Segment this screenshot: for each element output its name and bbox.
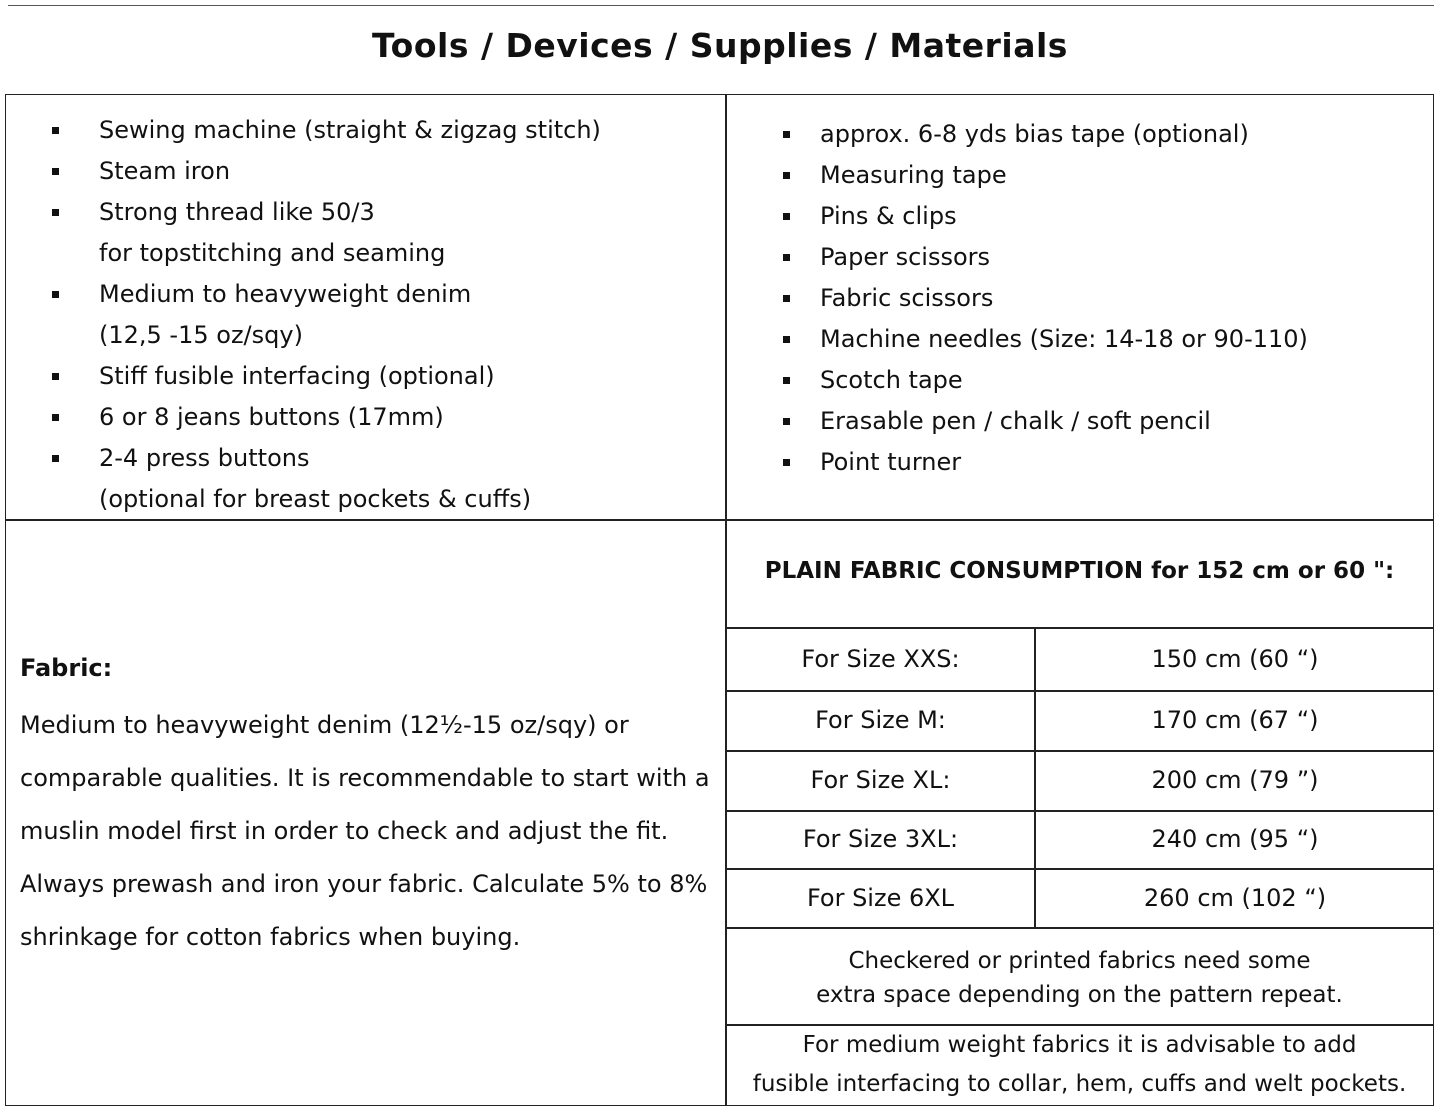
bullet-icon: [783, 295, 790, 302]
list-item: [52, 151, 712, 192]
note-line: Checkered or printed fabrics need some: [848, 948, 1311, 974]
bullet-icon: [52, 455, 59, 462]
page-title: Tools / Devices / Supplies / Materials: [372, 26, 1068, 65]
list-item-text: for topstitching and seaming: [99, 239, 446, 267]
size-amount: 260 cm (102 “): [1143, 884, 1327, 912]
list-item: [783, 360, 1423, 401]
size-label: For Size 3XL:: [802, 825, 959, 853]
list-item-text: (12,5 -15 oz/sqy): [99, 321, 303, 349]
note-line: extra space depending on the pattern repeat.: [816, 982, 1343, 1008]
list-item: [52, 397, 712, 438]
list-item: [52, 356, 712, 397]
size-amount: 240 cm (95 “): [1151, 825, 1319, 853]
size-label: For Size M:: [815, 706, 946, 734]
tools-list-right: [783, 114, 1423, 483]
fabric-line: Medium to heavyweight denim (12½-15 oz/sqy) or: [20, 711, 629, 739]
bullet-icon: [783, 377, 790, 384]
size-label: For Size 6XL: [806, 884, 955, 912]
consumption-header-divider: [725, 627, 1434, 629]
list-item-text: Steam iron: [99, 157, 231, 185]
list-item: [783, 401, 1423, 442]
bullet-icon: [52, 209, 59, 216]
list-item: [783, 114, 1423, 155]
list-item: [783, 196, 1423, 237]
consumption-row-divider: [725, 810, 1434, 812]
consumption-row-divider: [725, 750, 1434, 752]
list-item-text: Paper scissors: [820, 243, 991, 271]
list-item-text: Fabric scissors: [820, 284, 994, 312]
bullet-icon: [52, 168, 59, 175]
bullet-icon: [783, 254, 790, 261]
list-item-text: 2-4 press buttons: [99, 444, 310, 472]
tools-list-left: [52, 110, 712, 520]
list-item-text: Strong thread like 50/3: [99, 198, 375, 226]
list-item: [783, 155, 1423, 196]
bullet-icon: [783, 336, 790, 343]
size-label: For Size XXS:: [801, 645, 960, 673]
list-item-text: Stiff fusible interfacing (optional): [99, 362, 495, 390]
bullet-icon: [52, 414, 59, 421]
bullet-icon: [52, 373, 59, 380]
list-item-text: Pins & clips: [820, 202, 957, 230]
size-amount: 170 cm (67 “): [1151, 706, 1319, 734]
fabric-line: shrinkage for cotton fabrics when buying.: [20, 923, 521, 951]
fabric-line: Always prewash and iron your fabric. Calculate 5% to 8%: [20, 870, 708, 898]
fabric-heading: Fabric:: [20, 654, 113, 682]
bullet-icon: [783, 172, 790, 179]
fabric-line: muslin model first in order to check and adjust the fit.: [20, 817, 669, 845]
list-item-text: Sewing machine (straight & zigzag stitch): [99, 116, 601, 144]
bullet-icon: [783, 213, 790, 220]
consumption-title: PLAIN FABRIC CONSUMPTION for 152 cm or 60 ":: [764, 558, 1395, 584]
list-item: [783, 278, 1423, 319]
consumption-row-divider: [725, 927, 1434, 929]
list-item-text: (optional for breast pockets & cuffs): [99, 485, 532, 513]
list-item-text: Medium to heavyweight denim: [99, 280, 472, 308]
size-amount: 200 cm (79 ”): [1151, 766, 1319, 794]
bullet-icon: [52, 291, 59, 298]
list-item-text: Measuring tape: [820, 161, 1007, 189]
list-item: [783, 237, 1423, 278]
list-item: [52, 438, 712, 520]
list-item-text: Scotch tape: [820, 366, 963, 394]
consumption-row-divider: [725, 868, 1434, 870]
list-item-text: 6 or 8 jeans buttons (17mm): [99, 403, 444, 431]
note-line: For medium weight fabrics it is advisable to add: [802, 1032, 1357, 1058]
interfacing-note: [727, 1026, 1432, 1104]
consumption-row-divider: [725, 690, 1434, 692]
bullet-icon: [783, 459, 790, 466]
size-amount: 150 cm (60 “): [1151, 645, 1319, 673]
bullet-icon: [783, 131, 790, 138]
list-item-text: Machine needles (Size: 14-18 or 90-110): [820, 325, 1308, 353]
list-item-text: approx. 6-8 yds bias tape (optional): [820, 120, 1249, 148]
fabric-line: comparable qualities. It is recommendable to start with a: [20, 764, 710, 792]
pattern-repeat-note: [727, 944, 1432, 1012]
top-rule: [8, 5, 1434, 6]
size-label: For Size XL:: [810, 766, 951, 794]
list-item: [783, 442, 1423, 483]
list-item: [52, 274, 712, 356]
bullet-icon: [783, 418, 790, 425]
fabric-description: [20, 699, 710, 964]
list-item: [783, 319, 1423, 360]
list-item-text: Erasable pen / chalk / soft pencil: [820, 407, 1211, 435]
note-line: fusible interfacing to collar, hem, cuffs and welt pockets.: [752, 1071, 1407, 1097]
list-item-text: Point turner: [820, 448, 962, 476]
list-item: [52, 192, 712, 274]
bullet-icon: [52, 127, 59, 134]
list-item: [52, 110, 712, 151]
